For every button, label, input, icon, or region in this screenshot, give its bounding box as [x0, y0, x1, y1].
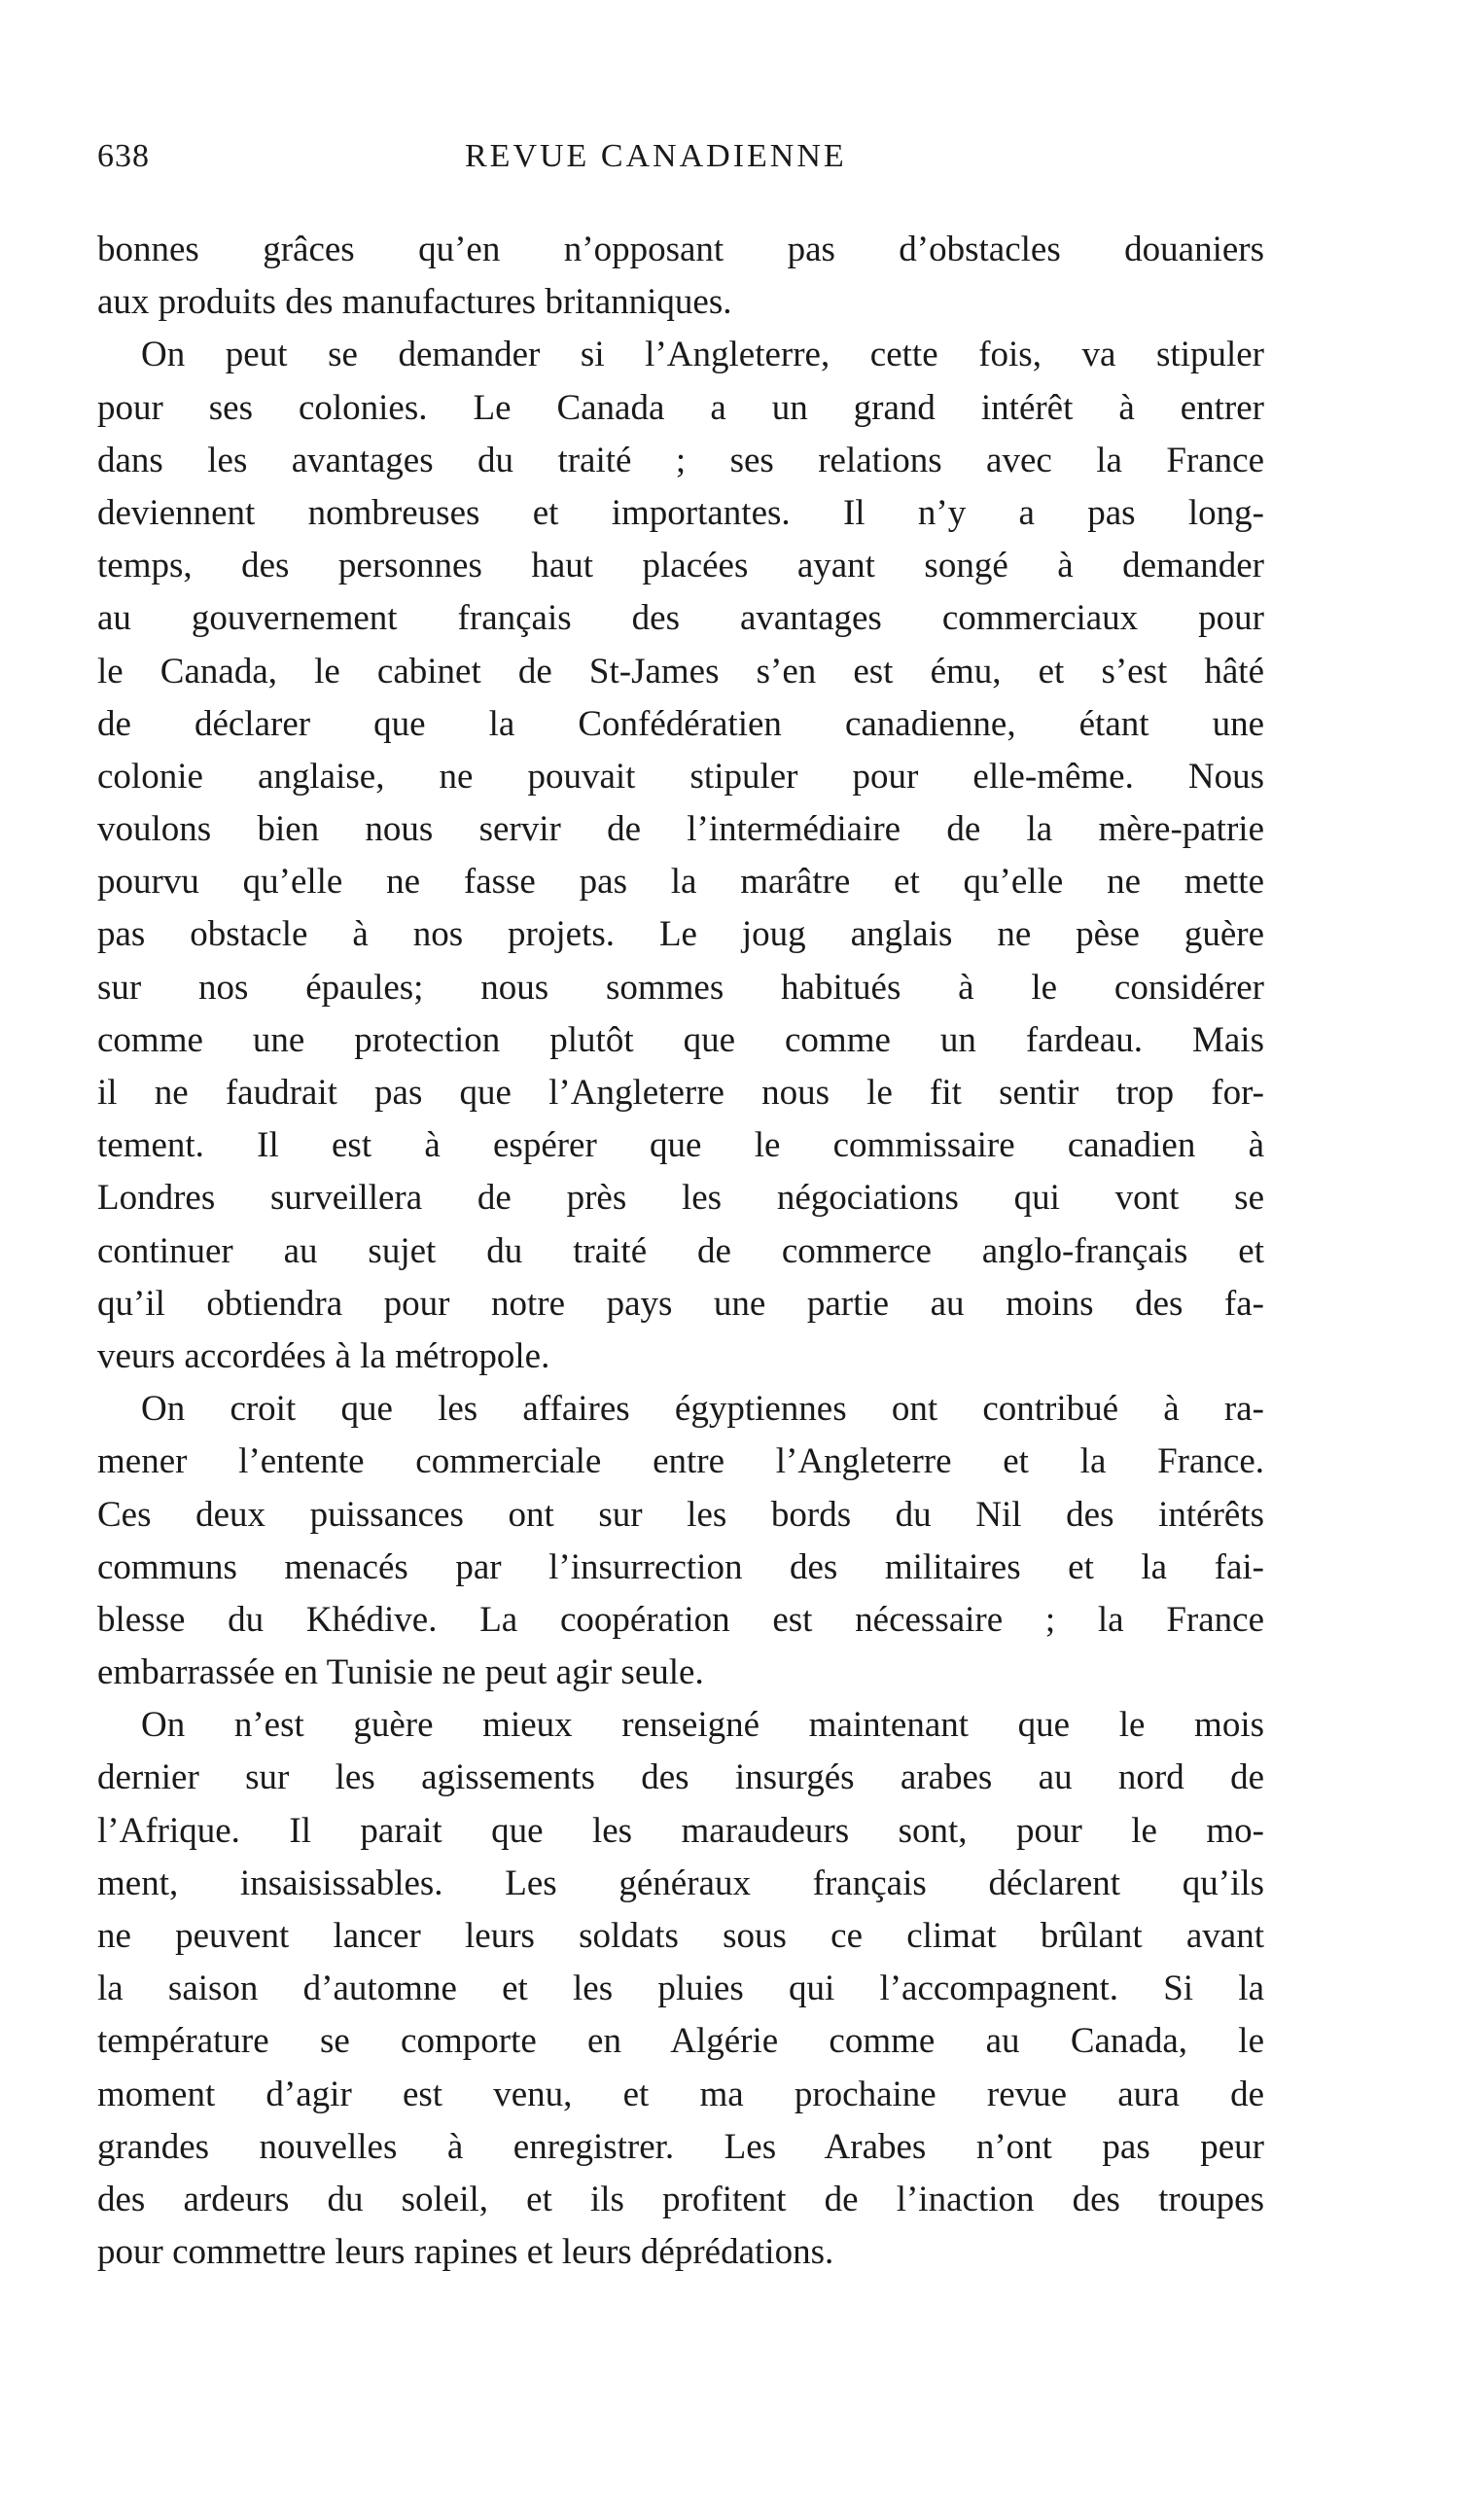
text-line: grandes nouvelles à enregistrer. Les Arabes n’ont pas peur: [97, 2126, 1264, 2167]
text-line: la saison d’automne et les pluies qui l’accompagnent. Si la: [97, 1969, 1264, 2009]
text-line: On croit que les affaires égyptiennes ont contribué à ra-: [141, 1389, 1264, 1430]
paragraph-2: [97, 329, 1264, 1383]
text-line: pour commettre leurs rapines et leurs déprédations.: [97, 2232, 834, 2273]
text-line: colonie anglaise, ne pouvait stipuler pour elle-même. Nous: [97, 756, 1264, 797]
text-line: température se comporte en Algérie comme au Canada, le: [97, 2021, 1264, 2062]
text-line: embarrassée en Tunisie ne peut agir seule.: [97, 1652, 704, 1693]
text-line: ment, insaisissables. Les généraux français déclarent qu’ils: [97, 1863, 1264, 1903]
text-line: pourvu qu’elle ne fasse pas la marâtre et qu’elle ne mette: [97, 862, 1264, 903]
text-line: On n’est guère mieux renseigné maintenant que le mois: [141, 1705, 1264, 1746]
page-number: 638: [97, 138, 150, 174]
text-line: dans les avantages du traité ; ses relations avec la France: [97, 440, 1264, 480]
text-line: l’Afrique. Il parait que les maraudeurs sont, pour le mo-: [97, 1810, 1264, 1851]
text-line: tement. Il est à espérer que le commissaire canadien à: [97, 1125, 1264, 1166]
text-line: communs menacés par l’insurrection des militaires et la fai-: [97, 1546, 1264, 1587]
paragraph-4: [97, 1699, 1264, 2279]
text-line: qu’il obtiendra pour notre pays une partie au moins des fa-: [97, 1283, 1264, 1324]
text-line: aux produits des manufactures britanniques.: [97, 282, 732, 323]
text-line: moment d’agir est venu, et ma prochaine revue aura de: [97, 2074, 1264, 2114]
text-line: dernier sur les agissements des insurgés arabes au nord de: [97, 1757, 1264, 1798]
text-line: comme une protection plutôt que comme un fardeau. Mais: [97, 1019, 1264, 1060]
text-line: temps, des personnes haut placées ayant songé à demander: [97, 546, 1264, 586]
text-line: sur nos épaules; nous sommes habitués à le considérer: [97, 967, 1264, 1008]
text-line: On peut se demander si l’Angleterre, cette fois, va stipuler: [141, 335, 1264, 375]
text-line: veurs accordées à la métropole.: [97, 1335, 550, 1376]
text-line: ne peuvent lancer leurs soldats sous ce climat brûlant avant: [97, 1916, 1264, 1956]
text-line: deviennent nombreuses et importantes. Il n’y a pas long-: [97, 492, 1264, 533]
text-line: blesse du Khédive. La coopération est nécessaire ; la France: [97, 1599, 1264, 1640]
text-line: continuer au sujet du traité de commerce anglo-français et: [97, 1230, 1264, 1271]
journal-title: REVUE CANADIENNE: [465, 138, 847, 174]
text-line: de déclarer que la Confédératien canadienne, étant une: [97, 703, 1264, 744]
text-line: Ces deux puissances ont sur les bords du Nil des intérêts: [97, 1494, 1264, 1535]
running-head: [97, 138, 1264, 185]
text-line: pas obstacle à nos projets. Le joug anglais ne pèse guère: [97, 914, 1264, 955]
text-line: mener l’entente commerciale entre l’Angleterre et la France.: [97, 1441, 1264, 1482]
text-body: [97, 224, 1264, 2279]
text-line: pour ses colonies. Le Canada a un grand intérêt à entrer: [97, 387, 1264, 428]
text-line: voulons bien nous servir de l’intermédiaire de la mère-patrie: [97, 809, 1264, 850]
text-line: Londres surveillera de près les négociations qui vont se: [97, 1178, 1264, 1219]
text-line: le Canada, le cabinet de St-James s’en est ému, et s’est hâté: [97, 651, 1264, 692]
text-line: bonnes grâces qu’en n’opposant pas d’obstacles douaniers: [97, 230, 1264, 269]
text-line: il ne faudrait pas que l’Angleterre nous le fit sentir trop for-: [97, 1073, 1264, 1113]
paragraph-1: [97, 224, 1264, 329]
text-line: des ardeurs du soleil, et ils profitent de l’inaction des troupes: [97, 2179, 1264, 2219]
text-line: au gouvernement français des avantages commerciaux pour: [97, 598, 1264, 639]
paragraph-3: [97, 1383, 1264, 1699]
